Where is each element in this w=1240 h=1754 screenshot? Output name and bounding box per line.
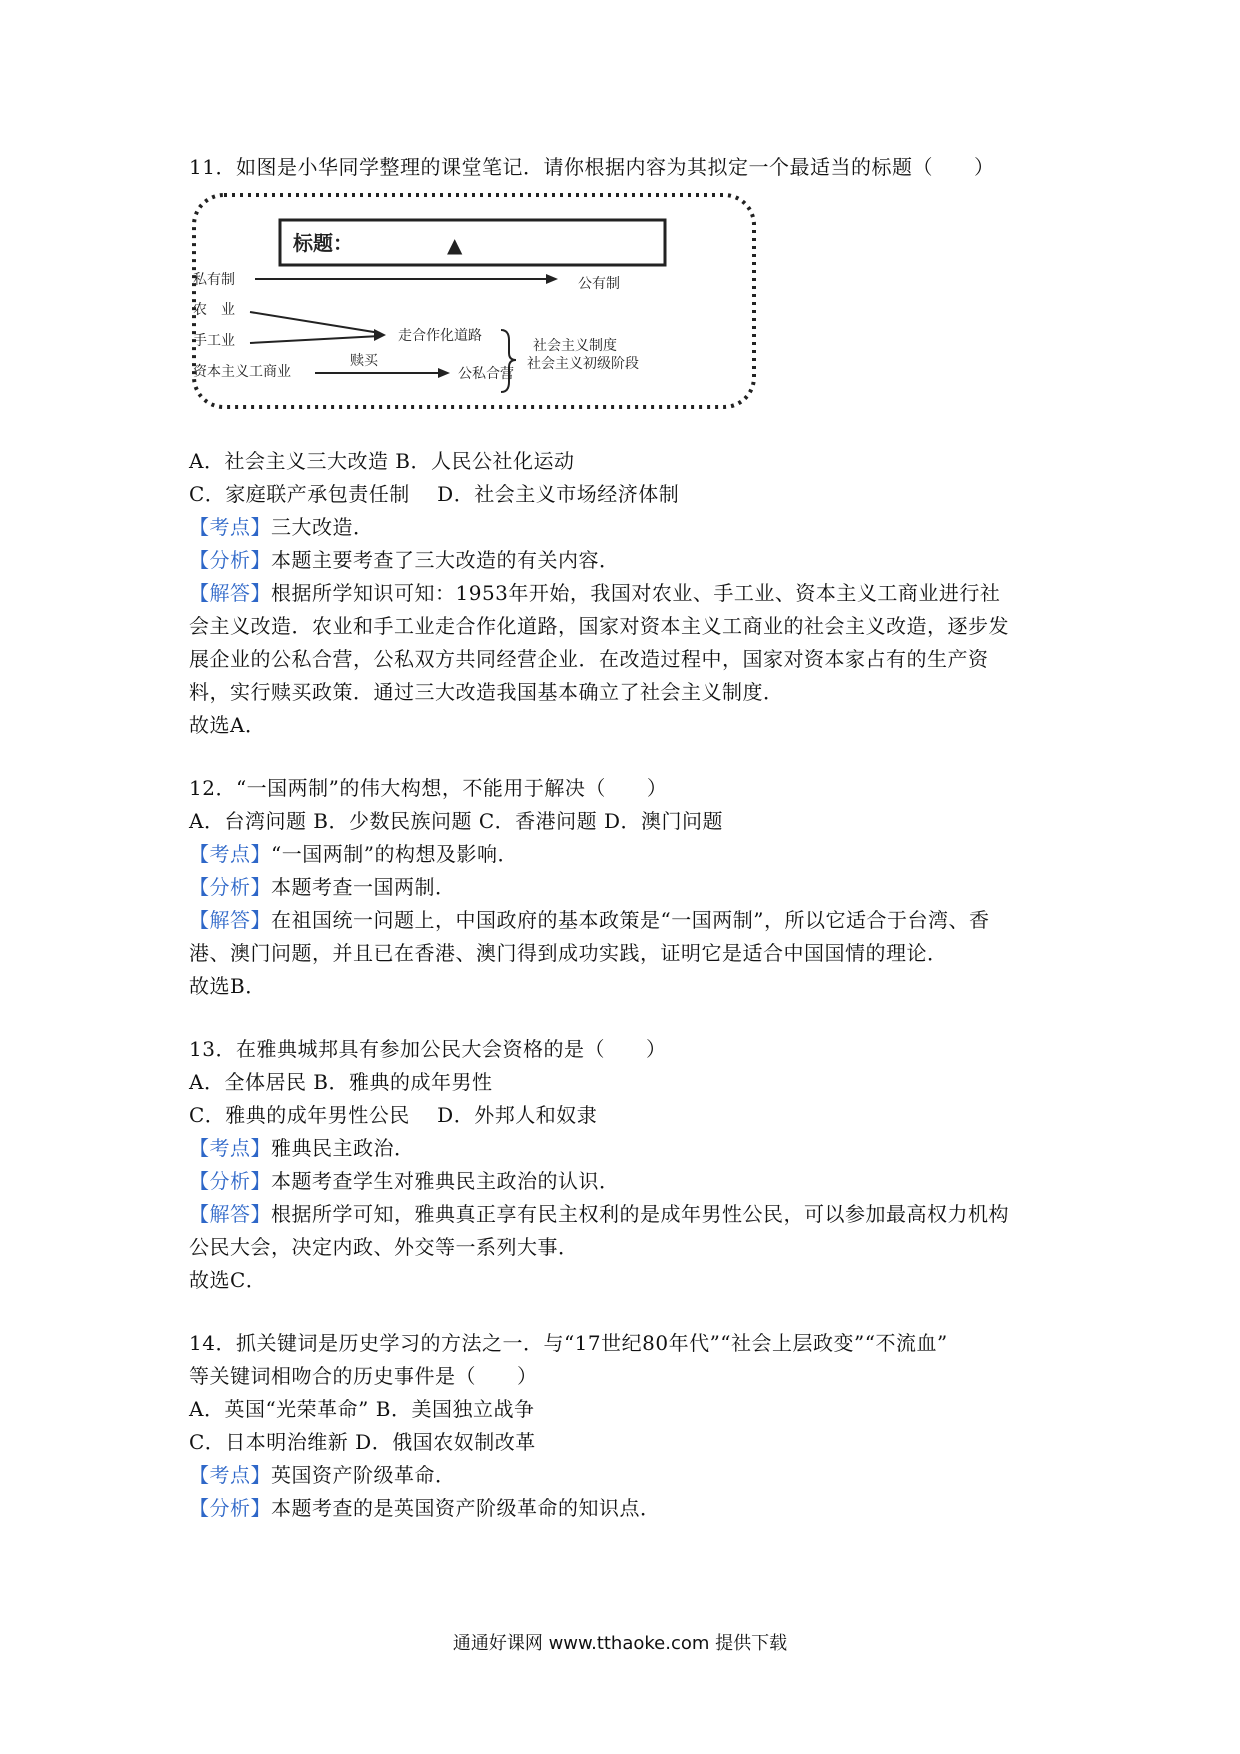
handicraft-label: 手工业 bbox=[193, 333, 235, 349]
capitalist-commerce-label: 资本主义工商业 bbox=[193, 364, 291, 380]
class-notes-diagram bbox=[190, 190, 760, 415]
question-14-fenxi bbox=[189, 1495, 661, 1521]
question-11-jieda bbox=[189, 580, 1000, 606]
kaodian-text: 英国资产阶级革命． bbox=[271, 1463, 456, 1487]
redemption-label: 赎买 bbox=[350, 353, 378, 369]
title-label: 标题： bbox=[293, 231, 353, 255]
cooperative-road-label: 走合作化道路 bbox=[398, 328, 482, 344]
fenxi-tag: 【分析】 bbox=[189, 1496, 271, 1520]
question-12-jieda-line-2: 港、澳门问题，并且已在香港、澳门得到成功实践，证明它是适合中国国情的理论． bbox=[189, 941, 948, 965]
question-11-jieda-line-2: 会主义改造．农业和手工业走合作化道路，国家对资本主义工商业的社会主义改造，逐步发 bbox=[189, 614, 1009, 638]
kaodian-text: 三大改造． bbox=[271, 515, 374, 539]
fenxi-tag: 【分析】 bbox=[189, 875, 271, 899]
arrowhead-icon bbox=[438, 368, 450, 378]
question-13-jieda-line-2: 公民大会，决定内政、外交等一系列大事． bbox=[189, 1235, 579, 1259]
question-12-answer: 故选B． bbox=[189, 974, 266, 998]
jieda-tag: 【解答】 bbox=[189, 908, 271, 932]
kaodian-tag: 【考点】 bbox=[189, 1463, 271, 1487]
question-14-options-row-1: A．英国“光荣革命” B．美国独立战争 bbox=[189, 1397, 535, 1421]
question-12-jieda bbox=[189, 907, 989, 933]
jieda-tag: 【解答】 bbox=[189, 1202, 271, 1226]
question-13-answer: 故选C． bbox=[189, 1268, 267, 1292]
page-footer: 通通好课网 www.tthaoke.com 提供下载 bbox=[452, 1633, 788, 1654]
kaodian-text: 雅典民主政治． bbox=[271, 1136, 415, 1160]
agriculture-label: 农 业 bbox=[193, 302, 235, 318]
question-11-options-row-1: A．社会主义三大改造 B．人民公社化运动 bbox=[189, 449, 575, 473]
kaodian-text: “一国两制”的构想及影响． bbox=[271, 842, 518, 866]
question-12-kaodian bbox=[189, 841, 518, 867]
kaodian-tag: 【考点】 bbox=[189, 515, 271, 539]
title-triangle-icon: ▲ bbox=[447, 233, 463, 257]
question-11-jieda-line-3: 展企业的公私合营，公私双方共同经营企业．在改造过程中，国家对资本家占有的生产资 bbox=[189, 647, 989, 671]
fenxi-tag: 【分析】 bbox=[189, 548, 271, 572]
question-13-kaodian bbox=[189, 1135, 415, 1161]
joint-venture-label: 公私合营 bbox=[458, 366, 514, 382]
jieda-text: 根据所学可知，雅典真正享有民主权利的是成年男性公民，可以参加最高权力机构 bbox=[271, 1202, 1009, 1226]
arrowhead-icon bbox=[374, 329, 386, 341]
question-11-jieda-line-4: 料，实行赎买政策．通过三大改造我国基本确立了社会主义制度． bbox=[189, 680, 784, 704]
jieda-text: 根据所学知识可知：1953年开始，我国对农业、手工业、资本主义工商业进行社 bbox=[271, 581, 1001, 605]
question-13-jieda bbox=[189, 1201, 1009, 1227]
arrowhead-icon bbox=[546, 274, 558, 284]
question-13-stem: 13．在雅典城邦具有参加公民大会资格的是（ ） bbox=[189, 1037, 667, 1061]
question-13-options-row-1: A．全体居民 B．雅典的成年男性 bbox=[189, 1070, 493, 1094]
question-14-stem: 14．抓关键词是历史学习的方法之一．与“17世纪80年代”“社会上层政变”“不流血” bbox=[189, 1331, 948, 1355]
public-ownership-label: 公有制 bbox=[578, 276, 620, 292]
socialist-system-label: 社会主义制度 bbox=[533, 338, 617, 354]
jieda-tag: 【解答】 bbox=[189, 581, 271, 605]
fenxi-text: 本题考查一国两制． bbox=[271, 875, 456, 899]
question-11-stem: 11．如图是小华同学整理的课堂笔记．请你根据内容为其拟定一个最适当的标题（ ） bbox=[189, 155, 995, 179]
question-11-fenxi bbox=[189, 547, 620, 573]
fenxi-text: 本题考查的是英国资产阶级革命的知识点． bbox=[271, 1496, 661, 1520]
jieda-text: 在祖国统一问题上，中国政府的基本政策是“一国两制”，所以它适合于台湾、香 bbox=[271, 908, 990, 932]
question-12-fenxi bbox=[189, 874, 456, 900]
kaodian-tag: 【考点】 bbox=[189, 842, 271, 866]
private-ownership-label: 私有制 bbox=[193, 272, 235, 288]
question-14-kaodian bbox=[189, 1462, 456, 1488]
question-14-stem-line-2: 等关键词相吻合的历史事件是（ ） bbox=[189, 1364, 538, 1388]
agriculture-arrow bbox=[250, 312, 380, 333]
fenxi-text: 本题考查学生对雅典民主政治的认识． bbox=[271, 1169, 620, 1193]
question-11-answer: 故选A． bbox=[189, 713, 266, 737]
question-14-options-row-2: C．日本明治维新 D．俄国农奴制改革 bbox=[189, 1430, 536, 1454]
question-12-options: A．台湾问题 B．少数民族问题 C．香港问题 D．澳门问题 bbox=[189, 809, 724, 833]
right-brace bbox=[501, 330, 516, 392]
handicraft-arrow bbox=[250, 336, 380, 343]
fenxi-text: 本题主要考查了三大改造的有关内容． bbox=[271, 548, 620, 572]
primary-stage-label: 社会主义初级阶段 bbox=[527, 356, 639, 372]
question-11-kaodian bbox=[189, 514, 374, 540]
fenxi-tag: 【分析】 bbox=[189, 1169, 271, 1193]
question-11-options-row-2: C．家庭联产承包责任制 D．社会主义市场经济体制 bbox=[189, 482, 680, 506]
kaodian-tag: 【考点】 bbox=[189, 1136, 271, 1160]
question-13-fenxi bbox=[189, 1168, 620, 1194]
question-12-stem: 12．“一国两制”的伟大构想，不能用于解决（ ） bbox=[189, 776, 668, 800]
question-13-options-row-2: C．雅典的成年男性公民 D．外邦人和奴隶 bbox=[189, 1103, 598, 1127]
